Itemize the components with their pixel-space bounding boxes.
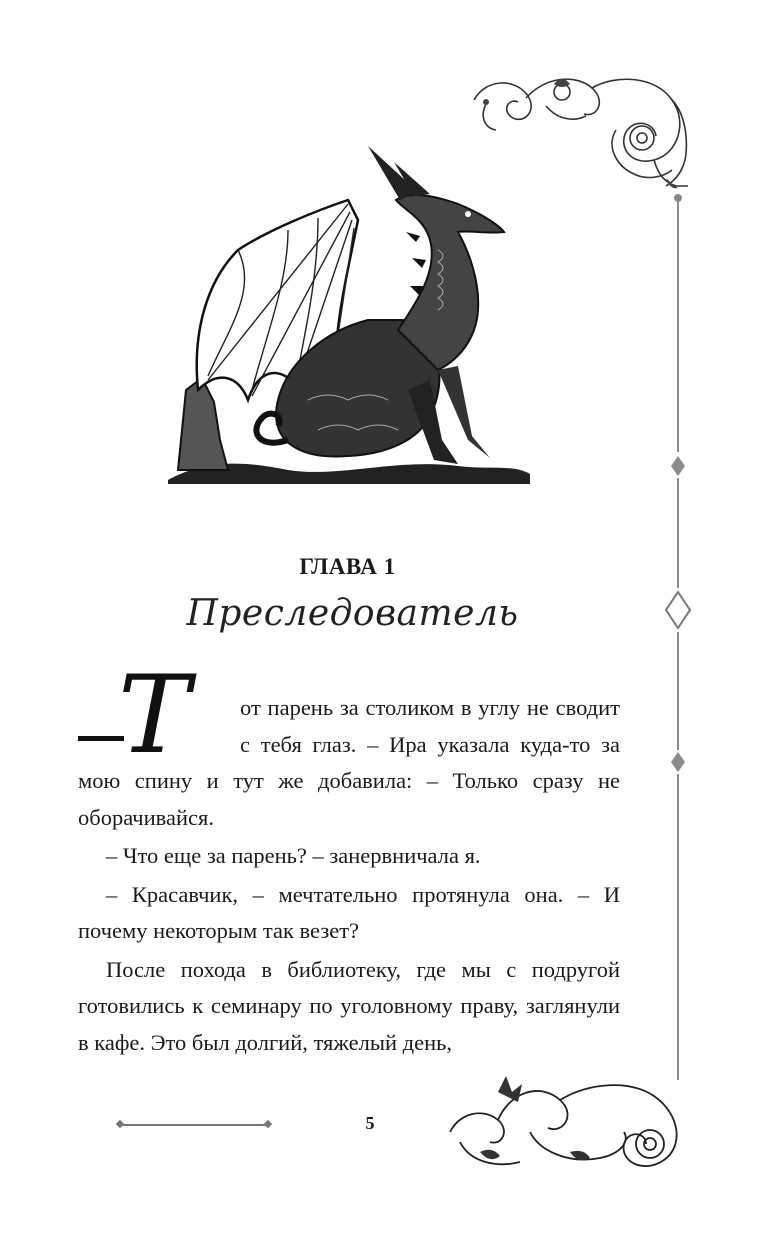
chapter-title: ГЛАВА 1 (299, 554, 396, 579)
paragraph-text: от парень за столиком в углу не сводит с тебя глаз. – Ира указала куда-то за мою спину и тут же добавила: – Только сразу не оборачивайся. (78, 695, 620, 830)
paragraph: – Красавчик, – мечтательно протянула она. – И почему некоторым так везет? (78, 881, 620, 943)
chapter-subtitle: Преследователь (186, 593, 519, 634)
paragraph (78, 653, 620, 836)
small-diamond-icon (670, 456, 686, 476)
chapter-body (78, 653, 620, 1061)
dropcap-letter: Т (118, 653, 191, 778)
small-diamond-icon (670, 752, 686, 772)
dropcap (78, 653, 236, 778)
bottom-corner-flourish-icon (440, 1072, 694, 1176)
paragraph: После похода в библиотеку, где мы с подругой готовились к семинару по уголовному праву, заглянули в кафе. Это был долгий, тяжелый день, (78, 956, 620, 1055)
dragon-illustration-icon (168, 140, 530, 484)
paragraph: – Что еще за парень? – занервничала я. (106, 843, 481, 868)
footer-rule (120, 1124, 268, 1126)
page-number: 5 (365, 1113, 375, 1133)
